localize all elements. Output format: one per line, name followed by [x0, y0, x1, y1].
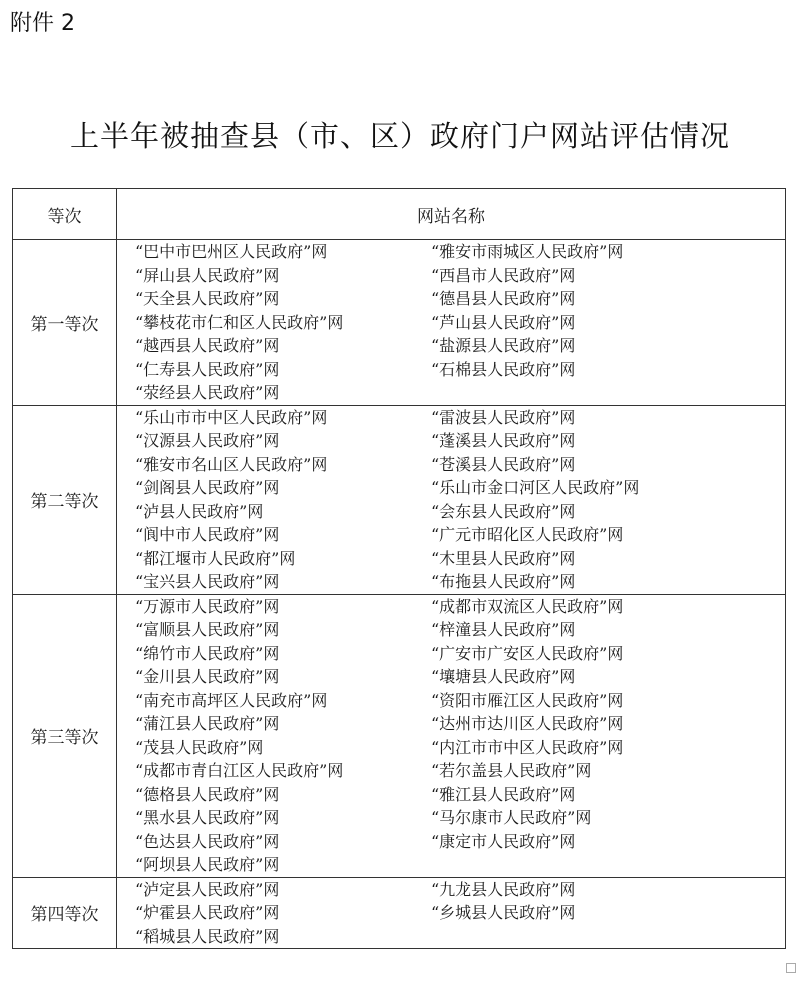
evaluation-table	[12, 188, 786, 949]
site-row	[117, 689, 785, 713]
site-name-right: “梓潼县人民政府”网	[431, 620, 576, 639]
site-name-right: “雅江县人民政府”网	[431, 784, 576, 804]
site-name-left: “攀枝花市仁和区人民政府”网	[135, 312, 344, 332]
site-name-left: “雅安市名山区人民政府”网	[135, 454, 328, 474]
site-name-left: “炉霍县人民政府”网	[135, 903, 280, 922]
site-name-left: “稻城县人民政府”网	[135, 926, 280, 946]
site-name-right: “乐山市金口河区人民政府”网	[431, 478, 640, 497]
site-row	[117, 523, 785, 547]
site-name-left: “汉源县人民政府”网	[135, 431, 280, 450]
site-name-left: “都江堰市人民政府”网	[135, 548, 296, 568]
site-row	[117, 500, 785, 524]
grade-group-row	[13, 240, 786, 406]
grade-group-row	[13, 594, 786, 877]
site-row	[117, 712, 785, 736]
site-name-right: “广安市广安区人民政府”网	[431, 643, 624, 663]
site-name-left: “越西县人民政府”网	[135, 336, 280, 355]
site-name-left: “泸定县人民政府”网	[135, 879, 280, 899]
site-name-left: “德格县人民政府”网	[135, 784, 280, 804]
site-row	[117, 830, 785, 854]
site-row	[117, 925, 785, 949]
site-name-left: “屏山县人民政府”网	[135, 265, 280, 285]
site-row	[117, 901, 785, 925]
site-name-left: “万源市人民政府”网	[135, 596, 280, 616]
site-name-left: “泸县人民政府”网	[135, 501, 264, 521]
grade-label: 第一等次	[13, 240, 117, 406]
site-row	[117, 264, 785, 288]
site-name-left: “剑阁县人民政府”网	[135, 478, 280, 497]
site-name-left: “宝兴县人民政府”网	[135, 572, 280, 591]
site-row	[117, 287, 785, 311]
attachment-label: 附件 2	[10, 11, 75, 36]
site-name-right: “雅安市雨城区人民政府”网	[431, 242, 624, 261]
site-name-right: “成都市双流区人民政府”网	[431, 596, 624, 616]
site-list	[117, 405, 786, 594]
site-row	[117, 381, 785, 405]
site-list	[117, 240, 786, 406]
site-row	[117, 759, 785, 783]
header-site-names: 网站名称	[117, 189, 786, 240]
site-name-right: “芦山县人民政府”网	[431, 312, 576, 332]
site-name-left: “成都市青白江区人民政府”网	[135, 761, 344, 780]
site-name-right: “苍溪县人民政府”网	[431, 454, 576, 474]
site-name-right	[431, 381, 785, 405]
site-name-right: “盐源县人民政府”网	[431, 336, 576, 355]
site-name-right: “雷波县人民政府”网	[431, 407, 576, 427]
grade-group-row	[13, 405, 786, 594]
site-name-right: “广元市昭化区人民政府”网	[431, 525, 624, 544]
site-name-right: “内江市市中区人民政府”网	[431, 737, 624, 757]
site-row	[117, 476, 785, 500]
site-name-left: “阆中市人民政府”网	[135, 525, 280, 544]
site-name-left: “金川县人民政府”网	[135, 667, 280, 686]
site-row	[117, 311, 785, 335]
site-name-right: “康定市人民政府”网	[431, 831, 576, 851]
grade-label: 第三等次	[13, 594, 117, 877]
table-body	[13, 240, 786, 949]
site-name-left: “南充市高坪区人民政府”网	[135, 690, 328, 710]
page-corner-mark	[786, 963, 796, 973]
table-header-row	[13, 189, 786, 240]
site-name-left: “富顺县人民政府”网	[135, 620, 280, 639]
site-row	[117, 429, 785, 453]
site-row	[117, 783, 785, 807]
site-name-right	[431, 853, 785, 877]
site-row	[117, 240, 785, 264]
site-name-right: “壤塘县人民政府”网	[431, 667, 576, 686]
site-name-right: “会东县人民政府”网	[431, 501, 576, 521]
site-name-left: “色达县人民政府”网	[135, 831, 280, 851]
site-row	[117, 570, 785, 594]
grade-label: 第四等次	[13, 877, 117, 949]
site-row	[117, 736, 785, 760]
site-name-right: “乡城县人民政府”网	[431, 903, 576, 922]
site-name-right: “资阳市雁江区人民政府”网	[431, 690, 624, 710]
site-name-left: “茂县人民政府”网	[135, 737, 264, 757]
site-name-right	[431, 925, 785, 949]
site-row	[117, 878, 785, 902]
site-row	[117, 358, 785, 382]
site-name-right: “达州市达川区人民政府”网	[431, 714, 624, 733]
site-name-left: “天全县人民政府”网	[135, 289, 280, 308]
header-grade: 等次	[13, 189, 117, 240]
site-name-left: “绵竹市人民政府”网	[135, 643, 280, 663]
site-name-right: “马尔康市人民政府”网	[431, 808, 592, 827]
site-list	[117, 877, 786, 949]
site-row	[117, 806, 785, 830]
site-name-left: “阿坝县人民政府”网	[135, 855, 280, 874]
site-name-left: “荥经县人民政府”网	[135, 383, 280, 402]
grade-group-row	[13, 877, 786, 949]
site-name-left: “乐山市市中区人民政府”网	[135, 407, 328, 427]
site-row	[117, 618, 785, 642]
site-row	[117, 406, 785, 430]
site-name-left: “黑水县人民政府”网	[135, 808, 280, 827]
site-row	[117, 642, 785, 666]
site-row	[117, 334, 785, 358]
site-name-right: “布拖县人民政府”网	[431, 572, 576, 591]
site-name-left: “仁寿县人民政府”网	[135, 359, 280, 379]
site-list	[117, 594, 786, 877]
site-name-right: “德昌县人民政府”网	[431, 289, 576, 308]
site-row	[117, 853, 785, 877]
site-name-left: “蒲江县人民政府”网	[135, 714, 280, 733]
site-name-right: “蓬溪县人民政府”网	[431, 431, 576, 450]
site-name-right: “西昌市人民政府”网	[431, 265, 576, 285]
site-name-right: “木里县人民政府”网	[431, 548, 576, 568]
site-name-left: “巴中市巴州区人民政府”网	[135, 242, 328, 261]
site-name-right: “石棉县人民政府”网	[431, 359, 576, 379]
site-row	[117, 665, 785, 689]
site-row	[117, 547, 785, 571]
page-title: 上半年被抽查县（市、区）政府门户网站评估情况	[69, 119, 730, 153]
site-name-right: “若尔盖县人民政府”网	[431, 761, 592, 780]
site-row	[117, 595, 785, 619]
grade-label: 第二等次	[13, 405, 117, 594]
site-name-right: “九龙县人民政府”网	[431, 879, 576, 899]
site-row	[117, 453, 785, 477]
